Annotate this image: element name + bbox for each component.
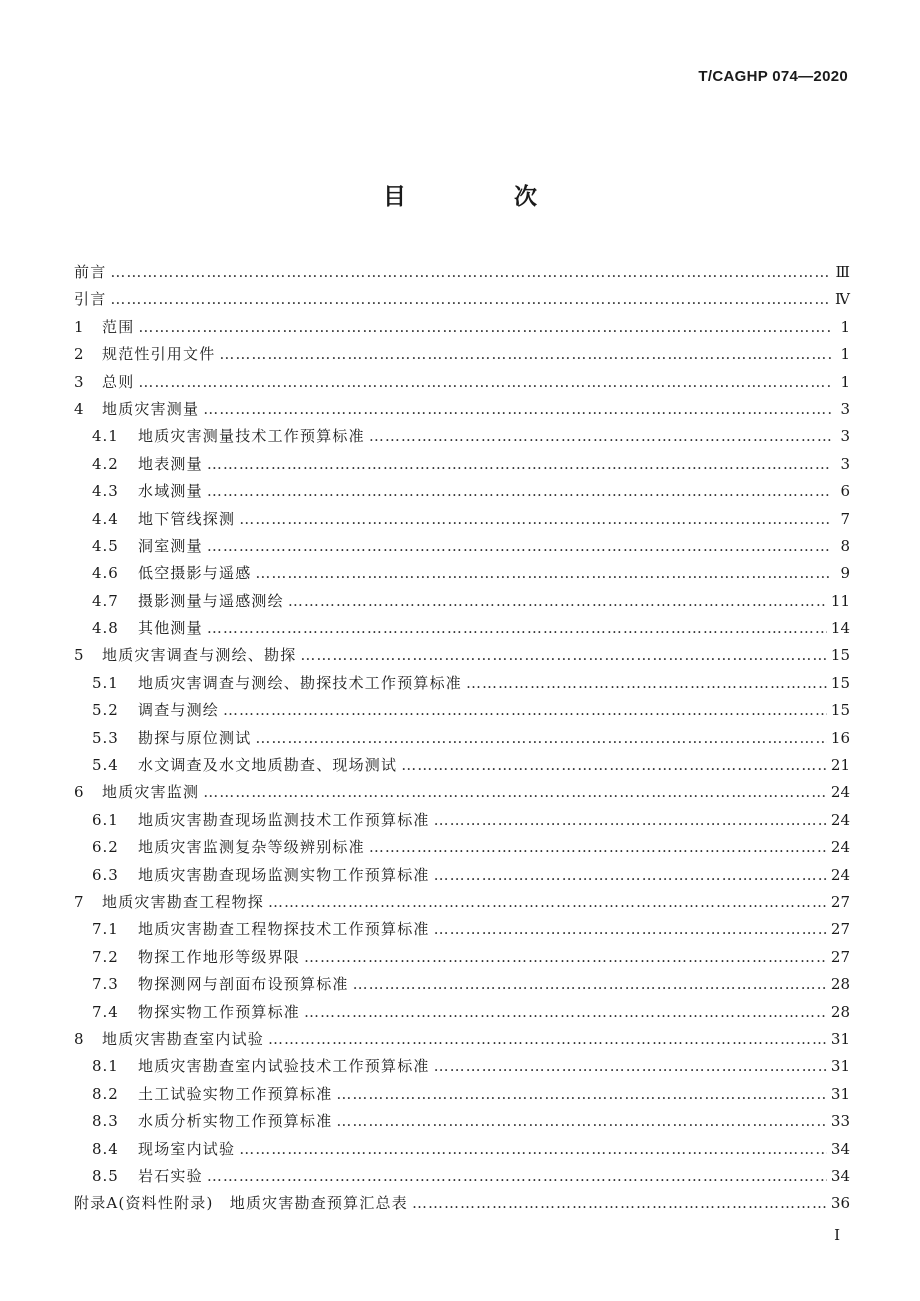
toc-leader-dots [207, 451, 832, 478]
toc-entry[interactable] [74, 1136, 850, 1163]
toc-entry-label: 地下管线探测 [138, 509, 236, 528]
toc-entry-label: 洞室测量 [138, 536, 203, 555]
toc-entry-label: 地质灾害测量 [102, 399, 200, 418]
toc-entry[interactable] [74, 916, 850, 943]
toc-entry[interactable] [74, 971, 850, 998]
toc-entry-label: 岩石实验 [138, 1166, 203, 1185]
toc-leader-dots [369, 834, 827, 861]
toc-entry-number: 7.4 [92, 1002, 119, 1021]
toc-entry[interactable] [74, 1053, 850, 1080]
toc-leader-dots [203, 779, 827, 806]
toc-entry-number: 6.3 [92, 865, 119, 884]
page-title: 目 次 [382, 184, 587, 210]
toc-entry-number: 4.2 [92, 454, 119, 473]
toc-entry-number: 6.2 [92, 838, 119, 857]
toc-entry-page: 9 [840, 564, 850, 583]
toc-entry-page: Ⅳ [835, 290, 850, 309]
toc-entry[interactable] [74, 560, 850, 587]
toc-entry-label: 其他测量 [138, 619, 203, 638]
toc-entry[interactable] [74, 451, 850, 478]
toc-entry-label: 摄影测量与遥感测绘 [138, 591, 284, 610]
toc-entry-number: 8.1 [92, 1057, 119, 1076]
toc-entry-number: 5.3 [92, 728, 119, 747]
toc-entry-label: 地质灾害监测 [102, 783, 200, 802]
toc-entry-label: 调查与测绘 [138, 701, 220, 720]
toc-entry-label: 地质灾害监测复杂等级辨别标准 [138, 838, 365, 857]
toc-entry-number: 7.2 [92, 947, 119, 966]
toc-leader-dots [288, 588, 827, 615]
toc-entry[interactable] [74, 1163, 850, 1190]
toc-entry[interactable] [74, 889, 850, 916]
toc-entry[interactable] [74, 1108, 850, 1135]
toc-leader-dots [268, 889, 827, 916]
toc-leader-dots [434, 1053, 827, 1080]
toc-entry-number: 5 [74, 646, 85, 665]
toc-leader-dots [300, 642, 827, 669]
toc-entry-number: 7.1 [92, 920, 119, 939]
toc-entry-label: 规范性引用文件 [102, 345, 216, 364]
toc-entry-page: 24 [830, 838, 850, 857]
toc-entry-page: 8 [840, 536, 850, 555]
toc-leader-dots [255, 725, 827, 752]
toc-leader-dots [219, 341, 832, 368]
toc-entry-number: 4.3 [92, 482, 119, 501]
toc-entry[interactable] [74, 752, 850, 779]
toc-entry-label: 地质灾害调查与测绘、勘探 [102, 646, 297, 665]
toc-entry-page: 21 [830, 756, 850, 775]
toc-entry-label: 地表测量 [138, 454, 203, 473]
toc-leader-dots [110, 286, 831, 313]
toc-leader-dots [353, 971, 827, 998]
toc-entry[interactable] [74, 1026, 850, 1053]
toc-entry-page: 1 [840, 317, 850, 336]
toc-entry-page: 16 [830, 728, 850, 747]
toc-entry-page: Ⅲ [835, 263, 850, 281]
toc-entry-page: 3 [840, 454, 850, 473]
toc-leader-dots [203, 396, 832, 423]
toc-entry[interactable] [74, 506, 850, 533]
toc-entry-page: 27 [830, 947, 850, 966]
toc-entry-page: 15 [830, 646, 850, 665]
toc-entry-number: 8.3 [92, 1112, 119, 1131]
toc-entry[interactable] [74, 834, 850, 861]
toc-entry-number: 1 [74, 317, 85, 336]
toc-leader-dots [434, 862, 827, 889]
toc-entry-page: 31 [830, 1084, 850, 1103]
toc-entry-number: 3 [74, 372, 85, 391]
toc-entry-page: 24 [830, 783, 850, 802]
toc-entry-label: 地质灾害勘查现场监测技术工作预算标准 [138, 810, 430, 829]
toc-entry-label: 范围 [102, 317, 135, 336]
toc-entry-number: 8.5 [92, 1166, 119, 1185]
toc-entry-label: 地质灾害调查与测绘、勘探技术工作预算标准 [138, 673, 463, 692]
toc-entry-number: 4 [74, 399, 85, 418]
toc-entry[interactable] [74, 779, 850, 806]
page-number: I [834, 1226, 840, 1244]
toc-entry-label: 地质灾害勘查室内试验技术工作预算标准 [138, 1057, 430, 1076]
toc-entry-label: 地质灾害勘查工程物探 [102, 892, 265, 911]
toc-entry-number: 5.4 [92, 756, 119, 775]
toc-entry-page: 31 [830, 1057, 850, 1076]
toc-entry-number: 2 [74, 345, 85, 364]
toc-entry-label: 地质灾害勘查室内试验 [102, 1029, 265, 1048]
toc-leader-dots [304, 999, 827, 1026]
toc-entry-page: 3 [840, 399, 850, 418]
toc-entry[interactable] [74, 642, 850, 669]
toc-entry[interactable] [74, 944, 850, 971]
toc-entry-number: 7.3 [92, 975, 119, 994]
toc-entry-label: 水质分析实物工作预算标准 [138, 1112, 333, 1131]
toc-entry-page: 15 [830, 701, 850, 720]
toc-leader-dots [207, 1163, 827, 1190]
toc-entry[interactable] [74, 807, 850, 834]
toc-entry-label: 总则 [102, 372, 135, 391]
toc-leader-dots [223, 697, 827, 724]
toc-entry[interactable] [74, 286, 850, 313]
toc-entry-number: 8.4 [92, 1139, 119, 1158]
toc-entry-page: 34 [830, 1139, 850, 1158]
toc-entry-page: 3 [840, 427, 850, 446]
toc-leader-dots [466, 670, 827, 697]
toc-entry-page: 31 [830, 1029, 850, 1048]
toc-entry[interactable] [74, 697, 850, 724]
toc-leader-dots [255, 560, 832, 587]
toc-entry[interactable] [74, 396, 850, 423]
toc-entry[interactable] [74, 259, 850, 286]
toc-entry-page: 7 [840, 509, 850, 528]
toc-entry[interactable] [74, 423, 850, 450]
toc-entry-number: 8 [74, 1029, 85, 1048]
toc-entry-number: 4.5 [92, 536, 119, 555]
toc-leader-dots [434, 916, 827, 943]
toc-entry-number: 5.2 [92, 701, 119, 720]
toc-leader-dots [268, 1026, 827, 1053]
toc-leader-dots [239, 1136, 827, 1163]
toc-entry-number: 4.6 [92, 564, 119, 583]
toc-entry-number: 5.1 [92, 673, 119, 692]
toc-leader-dots [207, 615, 827, 642]
toc-entry-number: 4.8 [92, 619, 119, 638]
toc-leader-dots [239, 506, 832, 533]
toc-entry-label: 现场室内试验 [138, 1139, 236, 1158]
toc-leader-dots [336, 1081, 827, 1108]
toc-leader-dots [138, 314, 832, 341]
toc-entry-page: 36 [830, 1194, 850, 1213]
toc-leader-dots [401, 752, 827, 779]
toc-entry[interactable] [74, 478, 850, 505]
toc-entry-page: 28 [830, 1002, 850, 1021]
toc-entry-label: 地质灾害勘查现场监测实物工作预算标准 [138, 865, 430, 884]
toc-entry[interactable] [74, 314, 850, 341]
toc-entry-page: 1 [840, 345, 850, 364]
toc-entry-number: 7 [74, 892, 85, 911]
toc-leader-dots [434, 807, 827, 834]
toc-leader-dots [369, 423, 832, 450]
toc-entry[interactable] [74, 862, 850, 889]
toc-entry-number: 4.4 [92, 509, 119, 528]
toc-entry-number: 4.7 [92, 591, 119, 610]
toc-entry-label: 地质灾害勘查工程物探技术工作预算标准 [138, 920, 430, 939]
toc-leader-dots [207, 533, 832, 560]
table-of-contents [74, 259, 850, 1218]
toc-entry-label: 水域测量 [138, 482, 203, 501]
toc-entry-page: 28 [830, 975, 850, 994]
toc-entry[interactable] [74, 588, 850, 615]
toc-entry-number: 8.2 [92, 1084, 119, 1103]
toc-entry-label: 引言 [74, 290, 107, 309]
toc-entry-page: 27 [830, 892, 850, 911]
toc-entry[interactable] [74, 670, 850, 697]
toc-leader-dots [412, 1190, 827, 1217]
toc-entry[interactable] [74, 999, 850, 1026]
document-code: T/CAGHP 074—2020 [698, 68, 848, 85]
toc-entry-label: 前言 [74, 263, 107, 281]
toc-entry-label: 附录A(资料性附录) 地质灾害勘查预算汇总表 [74, 1194, 408, 1213]
toc-entry-label: 勘探与原位测试 [138, 728, 252, 747]
toc-entry-label: 物探实物工作预算标准 [138, 1002, 301, 1021]
toc-leader-dots [336, 1108, 827, 1135]
toc-entry-page: 14 [830, 619, 850, 638]
toc-entry-page: 24 [830, 810, 850, 829]
toc-entry[interactable] [74, 1190, 850, 1217]
toc-entry[interactable] [74, 1081, 850, 1108]
toc-entry-page: 1 [840, 372, 850, 391]
toc-leader-dots [207, 478, 832, 505]
toc-entry-page: 34 [830, 1166, 850, 1185]
toc-entry-label: 土工试验实物工作预算标准 [138, 1084, 333, 1103]
toc-entry-label: 物探工作地形等级界限 [138, 947, 301, 966]
toc-entry-number: 6 [74, 783, 85, 802]
toc-entry-label: 水文调查及水文地质勘查、现场测试 [138, 756, 398, 775]
toc-entry-page: 11 [830, 591, 850, 610]
toc-leader-dots [138, 369, 832, 396]
toc-entry-label: 低空摄影与遥感 [138, 564, 252, 583]
toc-entry-page: 33 [830, 1112, 850, 1131]
toc-entry-number: 6.1 [92, 810, 119, 829]
toc-entry-label: 地质灾害测量技术工作预算标准 [138, 427, 365, 446]
toc-entry[interactable] [74, 369, 850, 396]
toc-leader-dots [110, 259, 831, 286]
toc-entry-page: 27 [830, 920, 850, 939]
toc-entry[interactable] [74, 341, 850, 368]
toc-leader-dots [304, 944, 827, 971]
toc-entry-page: 15 [830, 673, 850, 692]
toc-entry-number: 4.1 [92, 427, 119, 446]
toc-entry-label: 物探测网与剖面布设预算标准 [138, 975, 349, 994]
toc-entry[interactable] [74, 725, 850, 752]
toc-entry-page: 24 [830, 865, 850, 884]
toc-entry-page: 6 [840, 482, 850, 501]
toc-entry[interactable] [74, 533, 850, 560]
toc-entry[interactable] [74, 615, 850, 642]
